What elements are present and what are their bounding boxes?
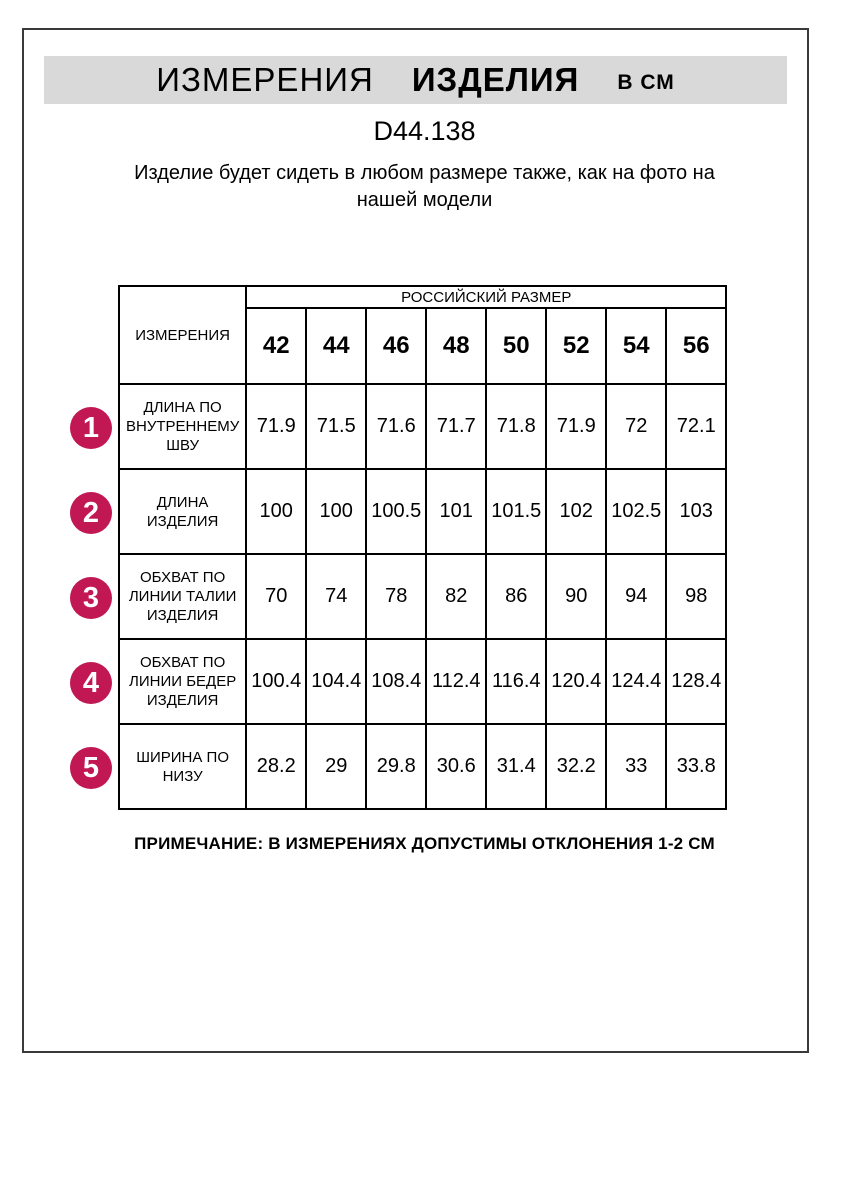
value-cell: 108.4	[366, 639, 426, 724]
size-table	[118, 285, 727, 810]
value-cell: 71.7	[426, 384, 486, 469]
value-cell: 71.9	[546, 384, 606, 469]
value-cell: 30.6	[426, 724, 486, 809]
value-cell: 120.4	[546, 639, 606, 724]
value-cell: 124.4	[606, 639, 666, 724]
page-title-measurements: ИЗМЕРЕНИЯ	[156, 61, 374, 98]
value-cell: 31.4	[486, 724, 546, 809]
value-cell: 33.8	[666, 724, 726, 809]
value-cell: 74	[306, 554, 366, 639]
value-cell: 33	[606, 724, 666, 809]
row-label: ДЛИНА ИЗДЕЛИЯ	[119, 469, 246, 554]
corner-header: ИЗМЕРЕНИЯ	[119, 286, 246, 384]
fit-subtitle: Изделие будет сидеть в любом размере также, как на фото на нашей модели	[134, 162, 715, 211]
value-cell: 128.4	[666, 639, 726, 724]
row-number-badge: 5	[70, 747, 112, 789]
value-cell: 103	[666, 469, 726, 554]
size-header: 42	[246, 308, 306, 384]
value-cell: 71.5	[306, 384, 366, 469]
group-header-russian-size: РОССИЙСКИЙ РАЗМЕР	[246, 286, 726, 308]
value-cell: 32.2	[546, 724, 606, 809]
value-cell: 71.9	[246, 384, 306, 469]
value-cell: 86	[486, 554, 546, 639]
row-label: ШИРИНА ПО НИЗУ	[119, 724, 246, 809]
value-cell: 29.8	[366, 724, 426, 809]
size-header: 56	[666, 308, 726, 384]
value-cell: 94	[606, 554, 666, 639]
value-cell: 100	[306, 469, 366, 554]
size-header: 48	[426, 308, 486, 384]
table-row	[119, 469, 726, 554]
value-cell: 100.4	[246, 639, 306, 724]
row-number-badge: 2	[70, 492, 112, 534]
value-cell: 78	[366, 554, 426, 639]
value-cell: 28.2	[246, 724, 306, 809]
value-cell: 100.5	[366, 469, 426, 554]
table-row	[119, 639, 726, 724]
table-group-header-row	[119, 286, 726, 308]
model-code: D44.138	[373, 116, 476, 146]
value-cell: 104.4	[306, 639, 366, 724]
value-cell: 102.5	[606, 469, 666, 554]
row-label: ОБХВАТ ПО ЛИНИИ БЕДЕР ИЗДЕЛИЯ	[119, 639, 246, 724]
row-label: ДЛИНА ПО ВНУТРЕННЕМУ ШВУ	[119, 384, 246, 469]
page-title-product: ИЗДЕЛИЯ	[411, 61, 580, 98]
page-title-unit: В СМ	[617, 71, 675, 94]
size-header: 44	[306, 308, 366, 384]
size-header: 46	[366, 308, 426, 384]
size-header: 54	[606, 308, 666, 384]
value-cell: 72	[606, 384, 666, 469]
value-cell: 71.8	[486, 384, 546, 469]
value-cell: 112.4	[426, 639, 486, 724]
title-bar	[44, 56, 787, 104]
value-cell: 70	[246, 554, 306, 639]
table-row	[119, 384, 726, 469]
note-text: ПРИМЕЧАНИЕ: В ИЗМЕРЕНИЯХ ДОПУСТИМЫ ОТКЛОНЕНИЯ 1-2 СМ	[134, 834, 715, 853]
value-cell: 100	[246, 469, 306, 554]
value-cell: 101	[426, 469, 486, 554]
value-cell: 72.1	[666, 384, 726, 469]
value-cell: 71.6	[366, 384, 426, 469]
value-cell: 101.5	[486, 469, 546, 554]
value-cell: 102	[546, 469, 606, 554]
value-cell: 116.4	[486, 639, 546, 724]
row-number-badge: 1	[70, 407, 112, 449]
value-cell: 29	[306, 724, 366, 809]
value-cell: 90	[546, 554, 606, 639]
row-number-badge: 3	[70, 577, 112, 619]
row-number-badge: 4	[70, 662, 112, 704]
value-cell: 98	[666, 554, 726, 639]
table-row	[119, 724, 726, 809]
table-row	[119, 554, 726, 639]
value-cell: 82	[426, 554, 486, 639]
size-header: 52	[546, 308, 606, 384]
size-header: 50	[486, 308, 546, 384]
row-label: ОБХВАТ ПО ЛИНИИ ТАЛИИ ИЗДЕЛИЯ	[119, 554, 246, 639]
